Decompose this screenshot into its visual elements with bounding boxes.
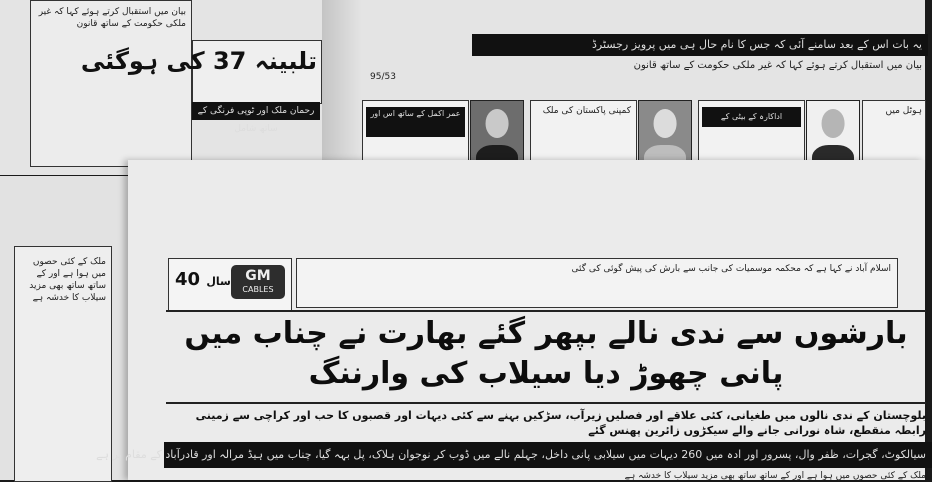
top-right-text-block	[362, 4, 922, 30]
paper-fold-shadow	[322, 0, 362, 175]
top-left-column-text: بیان میں استقبال کرتے ہوئے کہا کہ غیر ملکی حکومت کے ساتھ قانون	[35, 7, 186, 29]
headline-bottom-rule	[166, 402, 926, 404]
main-top-text: اسلام آباد نے کہا ہے کہ محکمہ موسمیات کی جانب سے بارش کی پیش گوئی کی گئی	[571, 264, 891, 274]
top-news-box-2-label: کمپنی پاکستان کی ملک	[542, 106, 631, 116]
top-left-dark-strip: رحمان ملک اور ٹوپی فرنگی کے ساتھ شامل	[192, 102, 320, 120]
gm-cables-ad	[168, 258, 292, 312]
top-news-box-4-label: ہوٹل میں	[885, 106, 922, 116]
headline-box-37	[80, 40, 322, 104]
top-news-box-1-label: عمر اکمل کے ساتھ اس اور	[366, 107, 465, 137]
gm-logo-sub: CABLES	[242, 285, 274, 294]
subheadline: بلوچستان کے ندی نالوں میں طغیانی، کئی علاقے اور فصلیں زیرآب، سڑکیں بہنے سے کئی دیہات اور قصبوں کا حب اور کراچی سے زمینی رابطہ منقطع، شاہ نورانی جانے والے سیکڑوں زائرین پھنس گئے	[195, 409, 926, 437]
headline-37: تلبینہ 37 کی ہوگئی	[80, 47, 317, 75]
bottom-dark-strip: سیالکوٹ، گجرات، ظفر وال، پسرور اور ادہ میں 260 دیہات میں سیلابی پانی داخل، جہلم نالے میں ڈوب کر نوجوان ہلاک، پل بہہ گیا، چناب میں ہیڈ مرالہ اور قادرآباد کے مقام پر ہے	[164, 442, 932, 468]
top-right-text-line-2: بیان میں استقبال کرتے ہوئے کہا کہ غیر ملکی حکومت کے ساتھ قانون	[633, 60, 922, 71]
top-news-box-3-label: اداکارہ کے بیٹی کے	[702, 107, 801, 127]
bottom-text-line: ملک کے کئی حصوں میں ہوا ہے اور کے ساتھ ساتھ بھی مزید سیلاب کا خدشہ ہے	[624, 471, 926, 481]
headline-top-rule	[166, 310, 926, 312]
gm-logo	[231, 265, 285, 299]
main-top-text-box	[296, 258, 898, 308]
top-newspaper	[0, 0, 925, 175]
ad-years	[175, 269, 231, 290]
ad-years-number: 40	[175, 269, 201, 290]
main-newspaper	[96, 160, 926, 481]
left-newspaper	[0, 176, 132, 480]
top-right-dark-strip: یہ بات اس کے بعد سامنے آئی کہ جس کا نام حال ہی میں پرویز رجسٹرڈ	[472, 34, 928, 56]
main-headline: بارشوں سے ندی نالے بپھر گئے بھارت نے چناب میں پانی چھوڑ دیا سیلاب کی وارننگ	[184, 316, 908, 391]
number-label: 95/53	[370, 72, 396, 82]
ad-years-unit: سال	[206, 275, 231, 288]
left-column-text: ملک کے کئی حصوں میں ہوا ہے اور کے ساتھ ساتھ بھی مزید سیلاب کا خدشہ ہے	[26, 257, 106, 303]
gm-logo-text: GM	[245, 268, 271, 284]
